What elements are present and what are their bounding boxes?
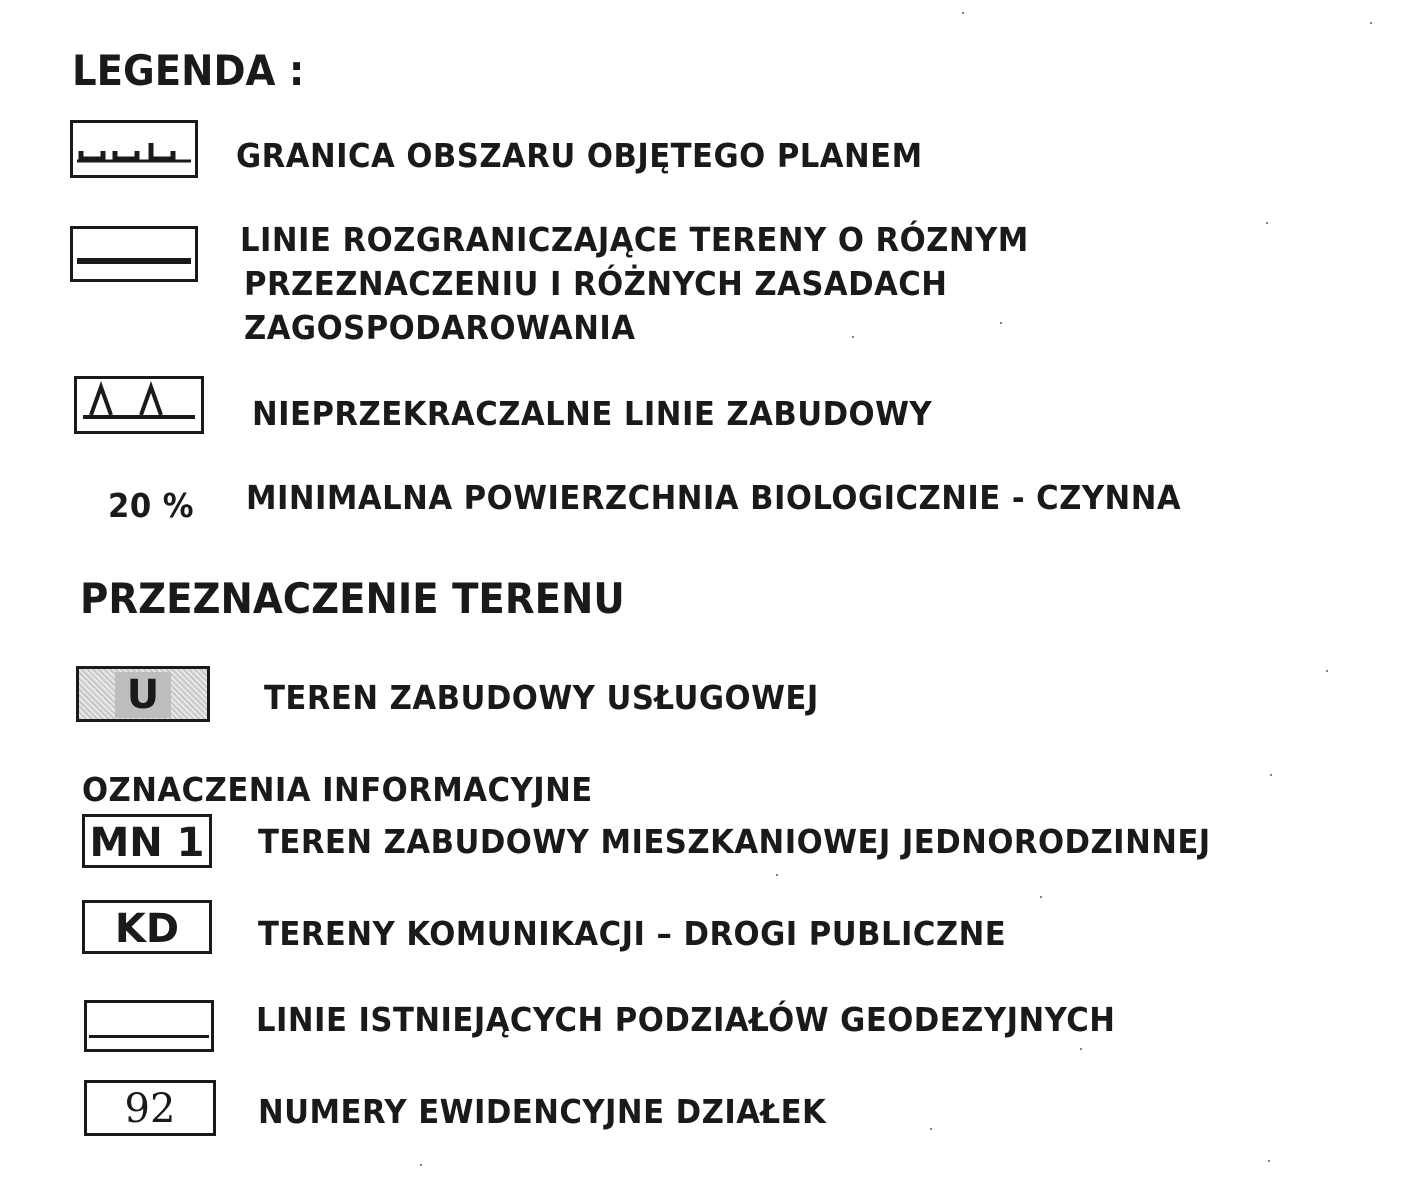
legend-label-geodetic-lines: LINIE ISTNIEJĄCYCH PODZIAŁÓW GEODEZYJNYCH (256, 1000, 1116, 1039)
geodetic-line-icon (89, 1035, 209, 1038)
scan-speck (930, 1128, 932, 1130)
legend-label-building-lines: NIEPRZEKRACZALNE LINIE ZABUDOWY (252, 394, 933, 433)
legend-label-residential-zone: TEREN ZABUDOWY MIESZKANIOWEJ JEDNORODZINNEJ (258, 822, 1211, 861)
plan-boundary-symbol (70, 120, 198, 178)
legend-label-separating-lines-1: LINIE ROZGRANICZAJĄCE TERENY O RÓZNYM (240, 220, 1029, 259)
biological-area-symbol: 20 % (108, 486, 195, 525)
separating-lines-symbol (70, 226, 198, 282)
legend-label-roads-zone: TERENY KOMUNIKACJI – DROGI PUBLICZNE (258, 914, 1007, 953)
scan-speck (852, 336, 854, 338)
scan-speck (1080, 1048, 1082, 1050)
legend-label-biological-area: MINIMALNA POWIERZCHNIA BIOLOGICZNIE - CZYNNA (246, 478, 1182, 517)
scan-speck (1268, 1160, 1270, 1162)
residential-zone-symbol: MN 1 (82, 814, 212, 868)
legend-label-plan-boundary: GRANICA OBSZARU OBJĘTEGO PLANEM (236, 136, 923, 175)
section-title-oznaczenia: OZNACZENIA INFORMACYJNE (82, 770, 593, 809)
scan-speck (1040, 896, 1042, 898)
section-title-przeznaczenie: PRZEZNACZENIE TERENU (80, 574, 625, 623)
building-line-triangle-icon (77, 379, 201, 431)
building-lines-symbol (74, 376, 204, 434)
parcel-number-symbol: 92 (84, 1080, 216, 1136)
scan-speck (962, 12, 964, 14)
legend-label-separating-lines-3: ZAGOSPODAROWANIA (244, 308, 636, 347)
legend-label-parcel-numbers: NUMERY EWIDENCYJNE DZIAŁEK (258, 1092, 827, 1131)
legend-label-service-zone: TEREN ZABUDOWY USŁUGOWEJ (264, 678, 819, 717)
service-zone-symbol (76, 666, 210, 722)
scan-speck (420, 1164, 422, 1166)
scan-speck (1370, 22, 1372, 24)
legend-title: LEGENDA : (72, 46, 305, 95)
service-zone-symbol-text: U (115, 672, 171, 718)
scan-speck (1000, 322, 1002, 324)
legend-label-separating-lines-2: PRZEZNACZENIU I RÓŻNYCH ZASADACH (244, 264, 948, 303)
scan-speck (1270, 774, 1272, 776)
scan-speck (1266, 222, 1268, 224)
roads-zone-symbol: KD (82, 900, 212, 954)
scan-speck (776, 874, 778, 876)
plan-boundary-icon (73, 123, 195, 175)
separating-line-icon (77, 258, 191, 264)
scan-speck (1326, 670, 1328, 672)
geodetic-lines-symbol (84, 1000, 214, 1052)
